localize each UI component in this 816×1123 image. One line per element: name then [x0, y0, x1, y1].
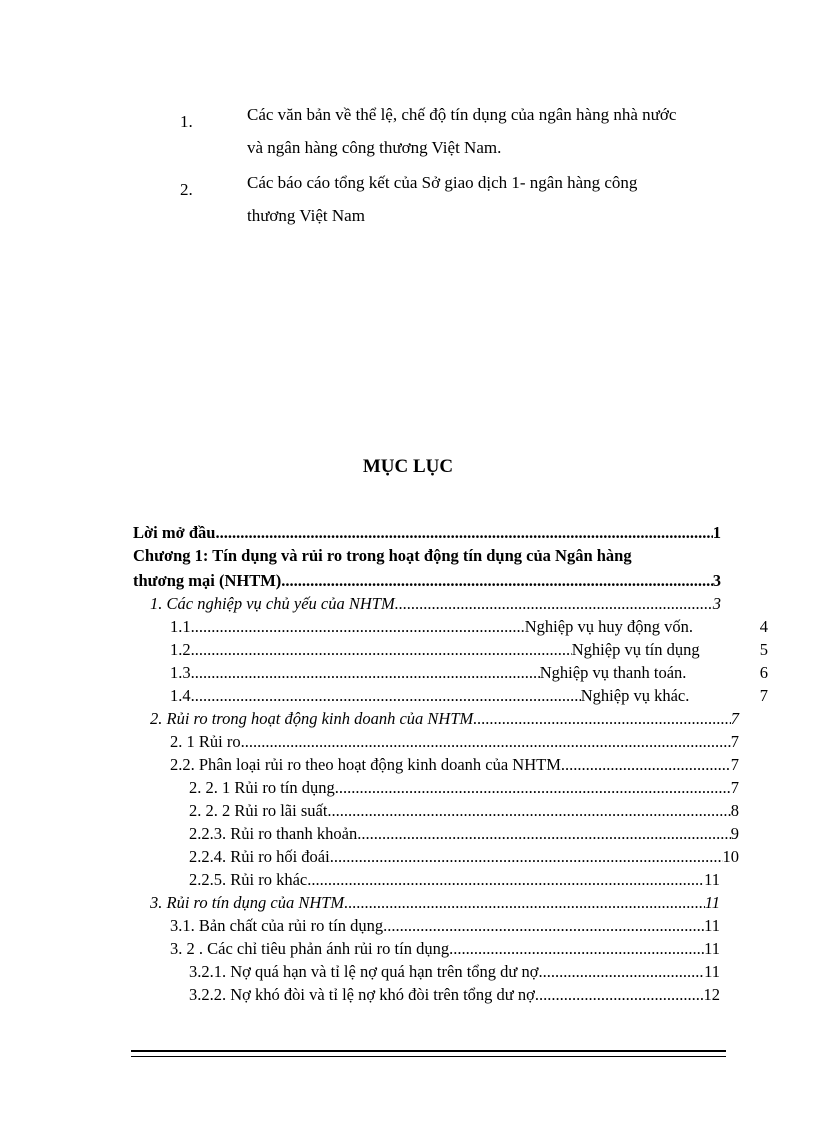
toc-page-number: 6 — [759, 663, 768, 682]
toc-leader-dots — [539, 984, 704, 1006]
toc-entry-label: 3.2.2. Nợ khó đòi và tỉ lệ nợ khó đòi trên tổng dư nợ. — [189, 985, 539, 1004]
toc-entry-s2-2-4[interactable] — [189, 846, 739, 868]
toc-page-number: 4 — [759, 617, 768, 636]
toc-page-number: 11 — [704, 962, 720, 981]
toc-entry-s3-2[interactable] — [170, 938, 720, 960]
reference-text — [247, 98, 747, 164]
toc-leader-dots — [361, 823, 730, 845]
toc-page-number: 12 — [703, 985, 720, 1004]
reference-number: 2. — [180, 180, 193, 199]
toc-entry-label: 3. 2 . Các chỉ tiêu phản ánh rủi ro tín dụng. — [170, 939, 454, 958]
toc-entry-label: 3.2.1. Nợ quá hạn và tỉ lệ nợ quá hạn trên tổng dư nợ. — [189, 962, 543, 981]
toc-page-number: 7 — [759, 686, 768, 705]
footer-rule — [131, 1050, 726, 1057]
toc-entry-s2-2-1[interactable] — [189, 777, 739, 799]
toc-entry-label: Chương 1: Tín dụng và rủi ro trong hoạt động tín dụng của Ngân hàng — [133, 546, 632, 565]
toc-page-number: 7 — [730, 732, 739, 751]
toc-page-number: 11 — [704, 870, 720, 889]
toc-entry-title: Nghiệp vụ tín dụng — [571, 640, 700, 659]
toc-leader-dots — [215, 522, 712, 544]
toc-entry-s2-2-5[interactable] — [189, 869, 720, 891]
toc-page-number: 9 — [730, 824, 739, 843]
toc-leader-dots — [195, 616, 525, 638]
toc-entry-label: 1.3. — [170, 663, 195, 682]
toc-leader-dots — [241, 731, 731, 753]
toc-entry-label: 1.4. — [170, 686, 195, 705]
toc-leader-dots — [477, 708, 730, 730]
toc-entry-s1-1[interactable] — [170, 616, 770, 638]
toc-entry-title: Nghiệp vụ khác. — [580, 686, 690, 705]
toc-leader-dots — [335, 777, 731, 799]
toc-entry-label: thương mại (NHTM) — [133, 571, 282, 590]
toc-entry-s2[interactable] — [150, 708, 739, 730]
toc-entry-s2-1[interactable] — [170, 731, 739, 753]
toc-entry-label: 2.2.5. Rủi ro khác. — [189, 870, 312, 889]
toc-entry-loi-mo-dau[interactable] — [133, 522, 721, 544]
toc-page-number: 1 — [712, 523, 721, 542]
toc-entry-s2-2-3[interactable] — [189, 823, 739, 845]
toc-entry-s3-2-1[interactable] — [189, 961, 720, 983]
toc-page-number: 7 — [730, 755, 739, 774]
toc-entry-label: 3.1. Bản chất của rủi ro tín dụng. — [170, 916, 388, 935]
toc-entry-chuong-1-cont[interactable] — [133, 570, 721, 592]
toc-page-number: 11 — [704, 893, 720, 912]
reference-line: Các báo cáo tổng kết của Sở giao dịch 1- ngân hàng công — [247, 173, 638, 192]
toc-page-number: 11 — [704, 916, 720, 935]
toc-page-number: 3 — [712, 571, 721, 590]
toc-leader-dots — [195, 639, 572, 661]
toc-entry-s1[interactable] — [150, 593, 721, 615]
toc-leader-dots — [453, 938, 704, 960]
toc-page-number: 5 — [759, 640, 768, 659]
toc-leader-dots — [195, 662, 540, 684]
toc-entry-s2-2-2[interactable] — [189, 800, 739, 822]
toc-leader-dots — [344, 892, 705, 914]
toc-title: MỤC LỤC — [362, 456, 454, 477]
toc-leader-dots — [387, 915, 704, 937]
toc-entry-label: 3. Rủi ro tín dụng của NHTM — [150, 893, 345, 912]
toc-entry-label: 1.2. — [170, 640, 195, 659]
toc-page-number: 10 — [722, 847, 739, 866]
toc-entry-label: 2.2.4. Rủi ro hối đoái — [189, 847, 330, 866]
toc-entry-chuong-1[interactable] — [133, 545, 733, 567]
toc-entry-s1-3[interactable] — [170, 662, 770, 684]
toc-leader-dots — [543, 961, 705, 983]
toc-entry-s3-1[interactable] — [170, 915, 720, 937]
toc-entry-label: 2.2.3. Rủi ro thanh khoản. — [189, 824, 362, 843]
toc-entry-s1-2[interactable] — [170, 639, 770, 661]
toc-leader-dots — [311, 869, 704, 891]
reference-text — [247, 166, 747, 232]
toc-entry-label: 2.2. Phân loại rủi ro theo hoạt động kinh doanh của NHTM. — [170, 755, 566, 774]
toc-page-number: 7 — [730, 778, 739, 797]
toc-entry-title: Nghiệp vụ thanh toán. — [539, 663, 687, 682]
toc-entry-s2-2[interactable] — [170, 754, 739, 776]
toc-entry-s3[interactable] — [150, 892, 720, 914]
toc-entry-label: 2. 2. 2 Rủi ro lãi suất. — [189, 801, 332, 820]
toc-entry-title: Nghiệp vụ huy động vốn. — [524, 617, 693, 636]
toc-entry-label: 2. Rủi ro trong hoạt động kinh doanh của NHTM. — [150, 709, 478, 728]
toc-page-number: 3 — [712, 594, 721, 613]
reference-number: 1. — [180, 112, 193, 131]
toc-page-number: 11 — [704, 939, 720, 958]
toc-page-number: 8 — [730, 801, 739, 820]
reference-line: Các văn bản về thể lệ, chế độ tín dụng của ngân hàng nhà nước — [247, 105, 677, 124]
reference-line: thương Việt Nam — [247, 206, 365, 225]
toc-entry-s1-4[interactable] — [170, 685, 770, 707]
toc-leader-dots — [281, 570, 712, 592]
toc-leader-dots — [332, 800, 731, 822]
toc-entry-label: Lời mở đầu — [133, 523, 216, 542]
toc-leader-dots — [195, 685, 581, 707]
toc-entry-label: 2. 2. 1 Rủi ro tín dụng — [189, 778, 335, 797]
toc-entry-s3-2-2[interactable] — [189, 984, 720, 1006]
toc-leader-dots — [565, 754, 731, 776]
toc-page-number: 7 — [730, 709, 739, 728]
toc-leader-dots — [399, 593, 713, 615]
reference-line: và ngân hàng công thương Việt Nam. — [247, 138, 502, 157]
toc-leader-dots — [330, 846, 723, 868]
toc-entry-label: 1.1. — [170, 617, 195, 636]
toc-entry-label: 1. Các nghiệp vụ chủ yếu của NHTM. — [150, 594, 399, 613]
toc-entry-label: 2. 1 Rủi ro — [170, 732, 241, 751]
